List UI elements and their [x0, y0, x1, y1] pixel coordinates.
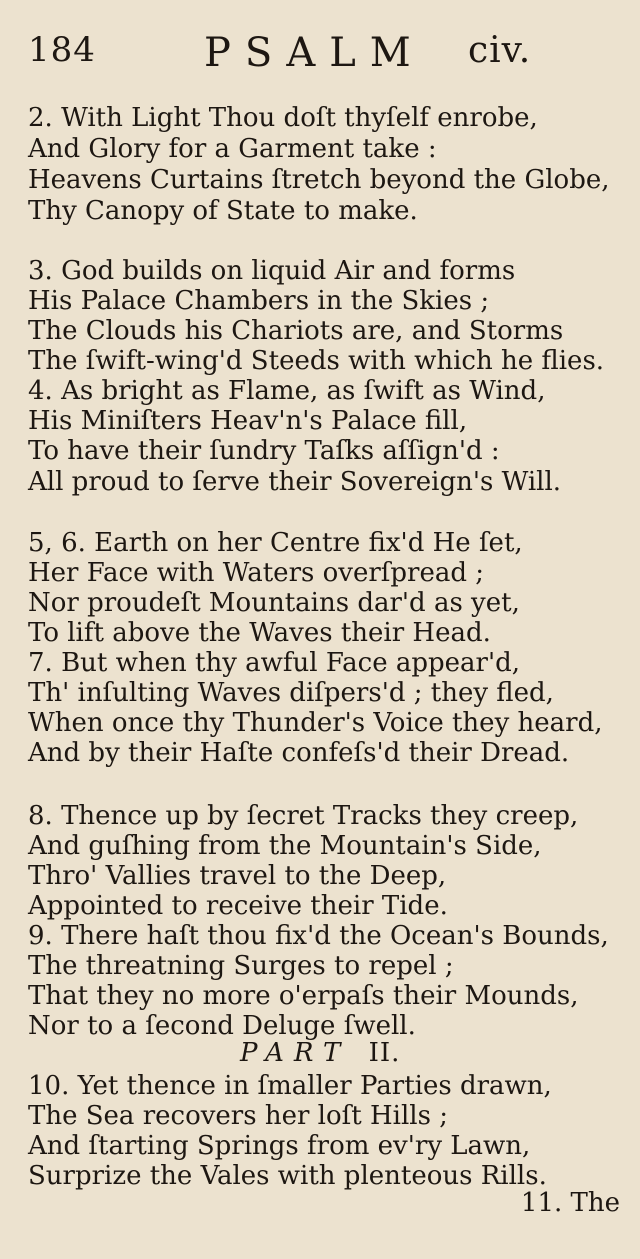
part-number: II. [368, 1038, 401, 1068]
verse-line: 4. As bright as Flame, as ſwift as Wind, [28, 376, 546, 406]
verse-line: To lift above the Waves their Head. [28, 618, 491, 648]
part-label: PART [240, 1038, 351, 1068]
verse-line: And Glory for a Garment take : [28, 134, 437, 164]
verse-line: The ſwift-wing'd Steeds with which he flies. [28, 346, 605, 376]
verse-line: 7. But when thy awful Face appear'd, [28, 648, 521, 678]
verse-line: To have their ſundry Taſks aſſign'd : [28, 436, 500, 466]
verse-line: And ſtarting Springs from ev'ry Lawn, [28, 1131, 531, 1161]
verse-line: 10. Yet thence in ſmaller Parties drawn, [28, 1071, 552, 1101]
verse-line: That they no more o'erpaſs their Mounds, [28, 981, 579, 1011]
verse-line: Thy Canopy of State to make. [28, 196, 418, 226]
verse-line: 8. Thence up by ſecret Tracks they creep, [28, 801, 579, 831]
verse-line: Heavens Curtains ſtretch beyond the Globe, [28, 165, 610, 195]
running-header [28, 30, 588, 80]
verse-line: 9. There haſt thou fix'd the Ocean's Bounds, [28, 921, 609, 951]
page-number: 184 [28, 30, 96, 70]
verse-line: When once thy Thunder's Voice they heard, [28, 708, 603, 738]
verse-line: And by their Haſte confeſs'd their Dread. [28, 738, 570, 768]
verse-line: The threatning Surges to repel ; [28, 951, 454, 981]
verse-line: All proud to ſerve their Sovereign's Will. [28, 467, 562, 497]
verse-line: 3. God builds on liquid Air and forms [28, 256, 516, 286]
verse-line: The Clouds his Chariots are, and Storms [28, 316, 564, 346]
verse-line: His Miniſters Heav'n's Palace fill, [28, 406, 468, 436]
verse-line: 5, 6. Earth on her Centre fix'd He ſet, [28, 528, 523, 558]
running-title: PSALM [204, 30, 425, 76]
verse-line: Th' inſulting Waves diſpers'd ; they fled, [28, 678, 554, 708]
verse-line: And guſhing from the Mountain's Side, [28, 831, 542, 861]
part-heading [240, 1038, 400, 1068]
verse-line: His Palace Chambers in the Skies ; [28, 286, 490, 316]
verse-line: Her Face with Waters overſpread ; [28, 558, 485, 588]
catchword: 11. The [520, 1188, 620, 1218]
verse-line: 2. With Light Thou doſt thyſelf enrobe, [28, 103, 538, 133]
verse-line: Thro' Vallies travel to the Deep, [28, 861, 447, 891]
verse-line: Nor proudeſt Mountains dar'd as yet, [28, 588, 520, 618]
verse-line: The Sea recovers her loſt Hills ; [28, 1101, 448, 1131]
verse-line: Surprize the Vales with plenteous Rills. [28, 1161, 547, 1191]
verse-line: Nor to a ſecond Deluge ſwell. [28, 1011, 416, 1041]
verse-line: Appointed to receive their Tide. [28, 891, 448, 921]
psalm-number: civ. [468, 30, 532, 71]
